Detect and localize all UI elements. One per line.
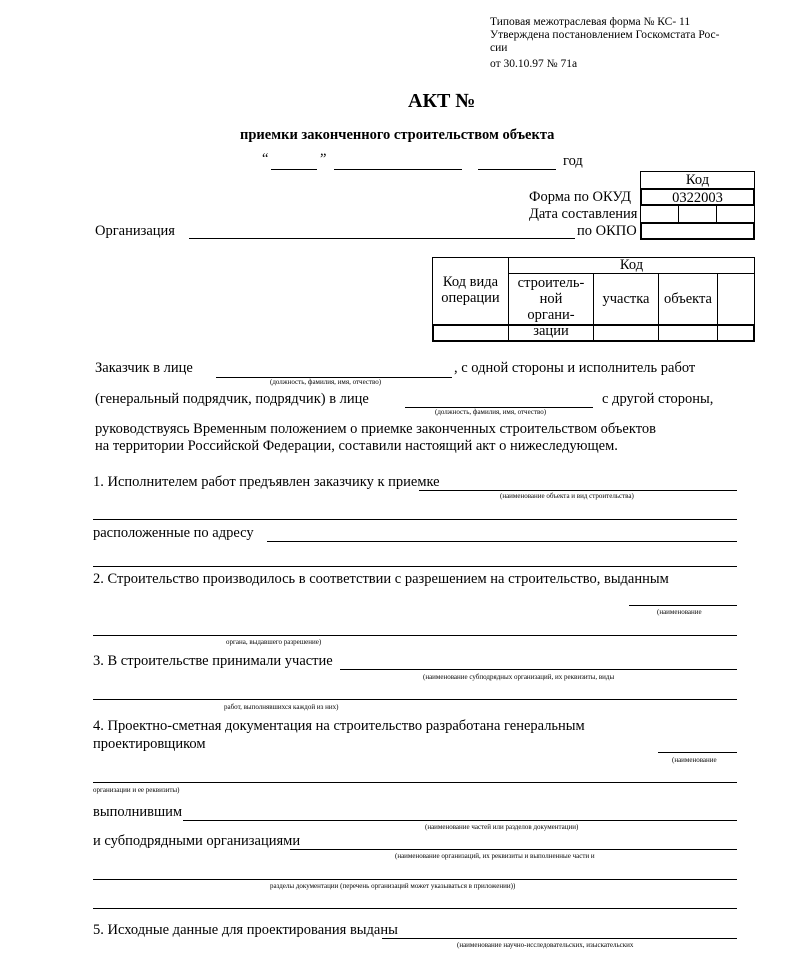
col-object-header: объекта bbox=[663, 291, 712, 307]
guided-line-2: на территории Российской Федерации, составили настоящий акт о нижеследующем. bbox=[95, 438, 618, 454]
object-code-value[interactable] bbox=[658, 324, 718, 342]
col-extra-cell bbox=[717, 273, 755, 325]
col-section-cell bbox=[593, 273, 659, 325]
performed-hint: (наименование частей или разделов документации) bbox=[425, 823, 579, 831]
date-year-field[interactable] bbox=[478, 169, 556, 170]
contractor-label: (генеральный подрядчик, подрядчик) в лице bbox=[95, 391, 369, 407]
date-month-field[interactable] bbox=[334, 169, 462, 170]
object-name-field-2[interactable] bbox=[93, 519, 737, 520]
subcontract-hint: (наименование организаций, их реквизиты и выполненные части и bbox=[395, 852, 595, 860]
customer-hint: (должность, фамилия, имя, отчество) bbox=[270, 378, 382, 386]
page-subtitle: приемки законченного строительством объекта bbox=[240, 127, 555, 143]
col-section-header: участка bbox=[602, 291, 650, 307]
year-label: год bbox=[563, 153, 583, 169]
date-cell-2[interactable] bbox=[678, 205, 717, 223]
address-field[interactable] bbox=[267, 541, 737, 542]
other-side-text: с другой стороны, bbox=[602, 391, 714, 407]
subcontractors-field[interactable] bbox=[340, 669, 737, 670]
permit-issuer-hint: (наименование bbox=[657, 608, 702, 616]
object-name-hint: (наименование объекта и вид строительства) bbox=[500, 492, 634, 500]
subcontractors-hint: (наименование субподрядных организаций, их реквизиты, виды bbox=[423, 673, 615, 681]
section-4-text-cont: проектировщиком bbox=[93, 736, 206, 752]
organization-label: Организация bbox=[95, 223, 175, 239]
sections-hint: разделы документации (перечень организаций может указываться в приложении)) bbox=[270, 882, 516, 890]
form-type-line: Типовая межотраслевая форма № КС- 11 bbox=[490, 16, 691, 28]
source-data-hint: (наименование научно-исследовательских, изыскательских bbox=[457, 941, 634, 949]
performed-field[interactable] bbox=[183, 820, 737, 821]
guided-line-1: руководствуясь Временным положением о приемке законченных строительством объектов bbox=[95, 421, 656, 437]
permit-issuer-field-2[interactable] bbox=[93, 635, 737, 636]
approval-date-line: от 30.10.97 № 71а bbox=[490, 58, 578, 70]
approval-line-cont: сии bbox=[490, 42, 508, 54]
section-code-value[interactable] bbox=[593, 324, 659, 342]
designer-hint-2: организации и ее реквизиты) bbox=[93, 786, 180, 794]
date-cell-1[interactable] bbox=[640, 205, 679, 223]
col-org-header: строитель-ной органи-зации bbox=[517, 275, 585, 339]
address-field-2[interactable] bbox=[93, 566, 737, 567]
okpo-label: по ОКПО bbox=[577, 223, 637, 239]
date-cell-3[interactable] bbox=[716, 205, 755, 223]
subcontract-label: и субподрядными организациями bbox=[93, 833, 301, 849]
permit-issuer-field[interactable] bbox=[629, 605, 737, 606]
designer-hint: (наименование bbox=[672, 756, 717, 764]
okud-label: Форма по ОКУД bbox=[529, 189, 632, 205]
approval-line: Утверждена постановлением Госкомстата Рос- bbox=[490, 29, 720, 41]
section-2-text: 2. Строительство производилось в соответствии с разрешением на строительство, выданным bbox=[93, 571, 669, 587]
okud-code-cell: 0322003 bbox=[640, 188, 755, 206]
date-open-quote: “ bbox=[262, 151, 269, 167]
date-compiled-label: Дата составления bbox=[529, 206, 638, 222]
col-org-cell bbox=[508, 273, 594, 339]
subcontractors-field-2[interactable] bbox=[93, 699, 737, 700]
subcontract-field-3[interactable] bbox=[93, 908, 737, 909]
page-title: АКТ № bbox=[408, 90, 476, 112]
kod-group-header: Код bbox=[508, 257, 755, 274]
source-data-field[interactable] bbox=[382, 938, 737, 939]
subcontractors-hint-2: работ, выполнявшихся каждой из них) bbox=[224, 703, 339, 711]
section-4-text: 4. Проектно-сметная документация на строительство разработана генеральным bbox=[93, 718, 585, 734]
op-code-value[interactable] bbox=[432, 324, 509, 342]
section-1-text: 1. Исполнителем работ предъявлен заказчику к приемке bbox=[93, 474, 440, 490]
org-code-value[interactable] bbox=[508, 324, 594, 342]
okpo-code-cell[interactable] bbox=[640, 222, 755, 240]
object-name-field[interactable] bbox=[419, 490, 737, 491]
customer-label: Заказчик в лице bbox=[95, 360, 193, 376]
designer-field[interactable] bbox=[658, 752, 737, 753]
contractor-hint: (должность, фамилия, имя, отчество) bbox=[435, 408, 547, 416]
organization-field[interactable] bbox=[189, 238, 575, 239]
op-code-header-cell bbox=[432, 257, 509, 325]
section-5-text: 5. Исходные данные для проектирования выданы bbox=[93, 922, 398, 938]
section-3-text: 3. В строительстве принимали участие bbox=[93, 653, 333, 669]
codes-header: Код bbox=[640, 171, 755, 189]
permit-issuer-hint-2: органа, выдавшего разрешение) bbox=[226, 638, 322, 646]
col-object-cell bbox=[658, 273, 718, 325]
performed-label: выполнившим bbox=[93, 804, 183, 820]
address-label: расположенные по адресу bbox=[93, 525, 254, 541]
subcontract-field[interactable] bbox=[290, 849, 737, 850]
one-side-text: , с одной стороны и исполнитель работ bbox=[454, 360, 696, 376]
op-code-header: Код вида операции bbox=[441, 274, 500, 306]
extra-code-value[interactable] bbox=[717, 324, 755, 342]
subcontract-field-2[interactable] bbox=[93, 879, 737, 880]
designer-field-2[interactable] bbox=[93, 782, 737, 783]
date-day-field[interactable] bbox=[271, 169, 317, 170]
date-close-quote: ” bbox=[320, 151, 327, 167]
